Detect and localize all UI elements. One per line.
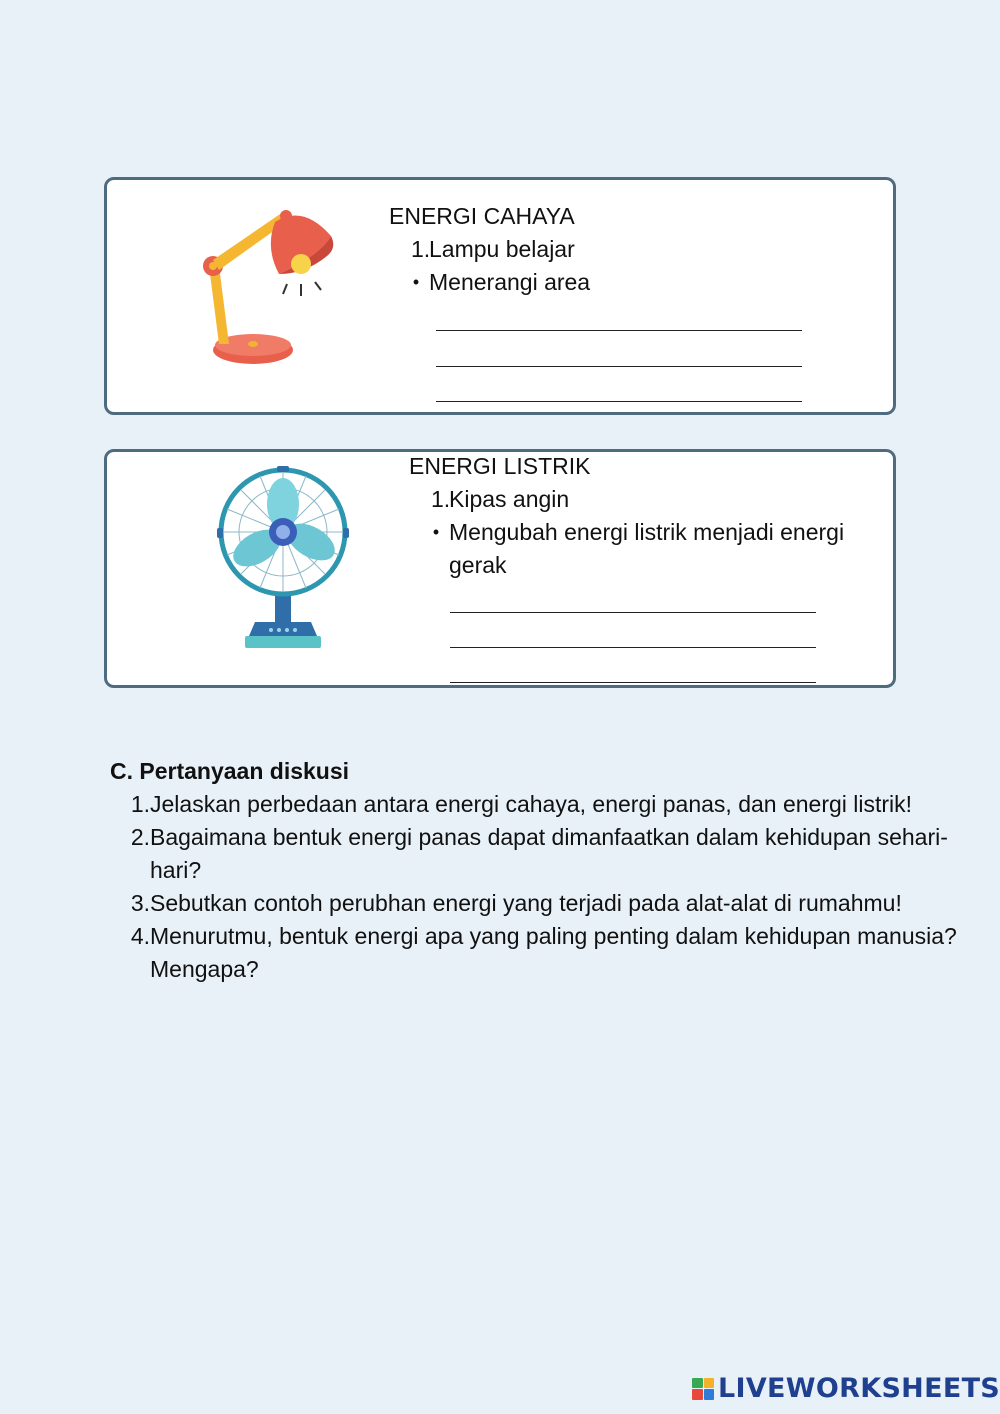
answer-line[interactable] — [436, 401, 802, 402]
discussion-section — [110, 755, 970, 986]
answer-line[interactable] — [450, 647, 816, 648]
question-number: 2. — [130, 824, 150, 850]
card-title: ENERGI LISTRIK — [409, 453, 591, 479]
bullet-item — [403, 266, 889, 299]
numbered-item — [431, 483, 899, 516]
bullet-text: Mengubah energi listrik menjadi energi gerak — [449, 519, 845, 578]
desk-lamp-icon — [195, 204, 345, 374]
bullet-icon: • — [412, 272, 420, 292]
question-text: Sebutkan contoh perubhan energi yang terjadi pada alat-alat di rumahmu! — [150, 890, 902, 916]
liveworksheets-logo[interactable] — [692, 1373, 1000, 1404]
answer-line[interactable] — [450, 682, 816, 683]
question-text: Jelaskan perbedaan antara energi cahaya, energi panas, dan energi listrik! — [150, 791, 913, 817]
item-label: Kipas angin — [449, 486, 570, 512]
card-energi-listrik — [104, 449, 896, 688]
question-item — [128, 920, 970, 986]
answer-line[interactable] — [436, 366, 802, 367]
numbered-item — [411, 233, 889, 266]
question-item — [128, 821, 970, 887]
question-number: 1. — [130, 791, 150, 817]
brand-mark-icon — [692, 1378, 714, 1400]
card-title: ENERGI CAHAYA — [389, 203, 575, 229]
electric-fan-icon — [215, 460, 355, 652]
question-number: 3. — [130, 890, 150, 916]
question-number: 4. — [130, 923, 150, 949]
bullet-icon: • — [432, 522, 440, 542]
brand-name: LIVEWORKSHEETS — [718, 1373, 1000, 1404]
question-text: Menurutmu, bentuk energi apa yang paling penting dalam kehidupan manusia? Mengapa? — [150, 923, 957, 982]
section-title: C. Pertanyaan diskusi — [110, 758, 350, 784]
item-number: 1. — [411, 236, 431, 262]
bullet-text: Menerangi area — [429, 269, 591, 295]
item-number: 1. — [431, 486, 451, 512]
question-item — [128, 887, 970, 920]
answer-line[interactable] — [450, 612, 816, 613]
bullet-item — [423, 516, 899, 582]
card-energi-cahaya — [104, 177, 896, 415]
question-item — [128, 788, 970, 821]
question-text: Bagaimana bentuk energi panas dapat dimanfaatkan dalam kehidupan sehari-hari? — [150, 824, 948, 883]
answer-line[interactable] — [436, 330, 802, 331]
item-label: Lampu belajar — [429, 236, 575, 262]
